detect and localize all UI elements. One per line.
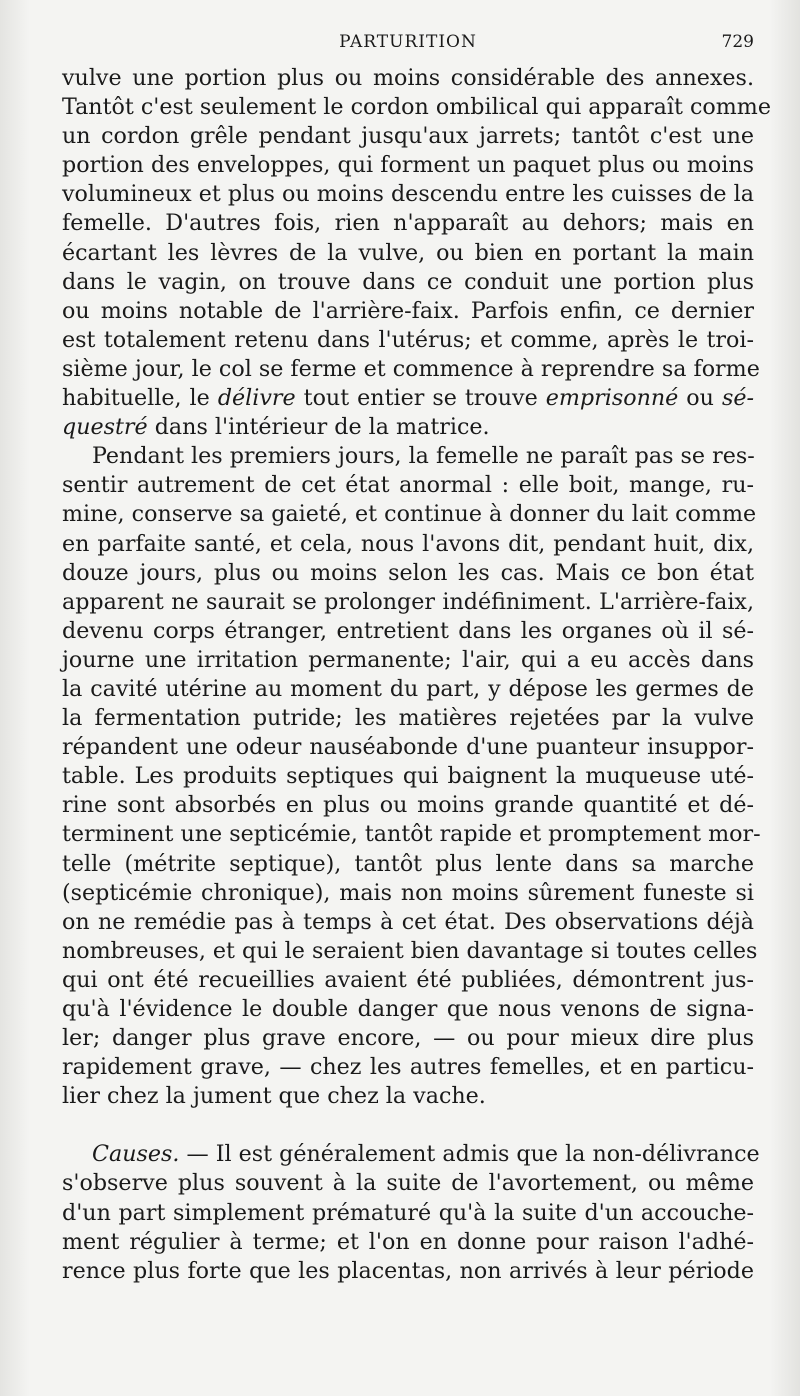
text-line: terminent une septicémie, tantôt rapide et promptement mor- (62, 821, 761, 848)
text-line: mine, conserve sa gaieté, et continue à donner du lait comme (62, 501, 757, 528)
text-line: rapidement grave, — chez les autres femelles, et en particu- (62, 1054, 754, 1081)
text-line: Tantôt c'est seulement le cordon ombilical qui apparaît comme (62, 94, 771, 121)
text-run: tout entier se trouve (295, 385, 546, 412)
text-run: — Il est généralement admis que la non-délivrance (179, 1141, 760, 1168)
text-line: journe une irritation permanente; l'air, qui a eu accès dans (62, 646, 754, 673)
text-line (62, 384, 754, 413)
text-line: d'un part simplement prématuré qu'à la suite d'un accouche- (62, 1199, 754, 1226)
text-line: volumineux et plus ou moins descendu entre les cuisses de la (62, 181, 754, 208)
text-line: portion des enveloppes, qui forment un paquet plus ou moins (62, 152, 754, 179)
text-line: on ne remédie pas à temps à cet état. Des observations déjà (62, 908, 754, 935)
section-heading-causes: Causes. (92, 1141, 180, 1168)
text-line: Pendant les premiers jours, la femelle ne paraît pas se res- (92, 443, 755, 470)
text-run: habituelle, le (62, 385, 218, 412)
text-line: la fermentation putride; les matières rejetées par la vulve (62, 705, 754, 732)
body-text (62, 64, 771, 1286)
text-line (62, 1140, 760, 1169)
text-line: ler; danger plus grave encore, — ou pour mieux dire plus (62, 1025, 754, 1052)
text-line: rine sont absorbés en plus ou moins grande quantité et dé- (62, 792, 754, 819)
text-line: s'observe plus souvent à la suite de l'avortement, ou même (62, 1170, 754, 1197)
text-line: dans le vagin, on trouve dans ce conduit une portion plus (62, 268, 754, 295)
text-line: nombreuses, et qui le seraient bien davantage si toutes celles (62, 937, 758, 964)
text-run: ou (678, 385, 722, 412)
running-head: PARTURITION (339, 32, 477, 52)
page-header (62, 32, 754, 58)
text-line: répandent une odeur nauséabonde d'une puanteur insuppor- (62, 734, 754, 761)
text-line: apparent ne saurait se prolonger indéfiniment. L'arrière-faix, (62, 588, 754, 615)
text-line: douze jours, plus ou moins selon les cas. Mais ce bon état (62, 559, 754, 586)
text-line: sentir autrement de cet état anormal : elle boit, mange, ru- (62, 472, 754, 499)
text-line: rence plus forte que les placentas, non arrivés à leur période (62, 1257, 754, 1284)
section-gap (62, 1111, 754, 1140)
text-line: un cordon grêle pendant jusqu'aux jarrets; tantôt c'est une (62, 123, 754, 150)
italic-term-sequestre-end: questré (62, 414, 148, 441)
text-line: lier chez la jument que chez la vache. (62, 1083, 486, 1110)
text-line: vulve une portion plus ou moins considérable des annexes. (62, 65, 754, 91)
text-line: (septicémie chronique), mais non moins sûrement funeste si (62, 879, 754, 906)
text-line: en parfaite santé, et cela, nous l'avons dit, pendant huit, dix, (62, 530, 754, 557)
text-line: ment régulier à terme; et l'on en donne pour raison l'adhé- (62, 1228, 754, 1255)
text-line: table. Les produits septiques qui baignent la muqueuse uté- (62, 763, 754, 790)
page-number: 729 (721, 32, 754, 52)
text-line: ou moins notable de l'arrière-faix. Parfois enfin, ce dernier (62, 297, 754, 324)
text-line: telle (métrite septique), tantôt plus lente dans sa marche (62, 850, 754, 877)
text-line: écartant les lèvres de la vulve, ou bien en portant la main (62, 239, 754, 266)
italic-term-sequestre: sé- (721, 385, 754, 412)
text-line: devenu corps étranger, entretient dans les organes où il sé- (62, 617, 754, 644)
text-line: la cavité utérine au moment du part, y dépose les germes de (62, 675, 754, 702)
text-line: qui ont été recueillies avaient été publiées, démontrent jus- (62, 966, 754, 993)
text-line: sième jour, le col se ferme et commence à reprendre sa forme (62, 355, 760, 382)
italic-term-emprisonne: emprisonné (545, 385, 679, 412)
text-line: femelle. D'autres fois, rien n'apparaît au dehors; mais en (62, 210, 754, 237)
text-line: est totalement retenu dans l'utérus; et comme, après le troi- (62, 326, 754, 353)
italic-term-delivre: délivre (217, 385, 296, 412)
text-line (62, 413, 754, 442)
text-run: dans l'intérieur de la matrice. (147, 414, 490, 441)
text-line: qu'à l'évidence le double danger que nous venons de signa- (62, 996, 754, 1022)
